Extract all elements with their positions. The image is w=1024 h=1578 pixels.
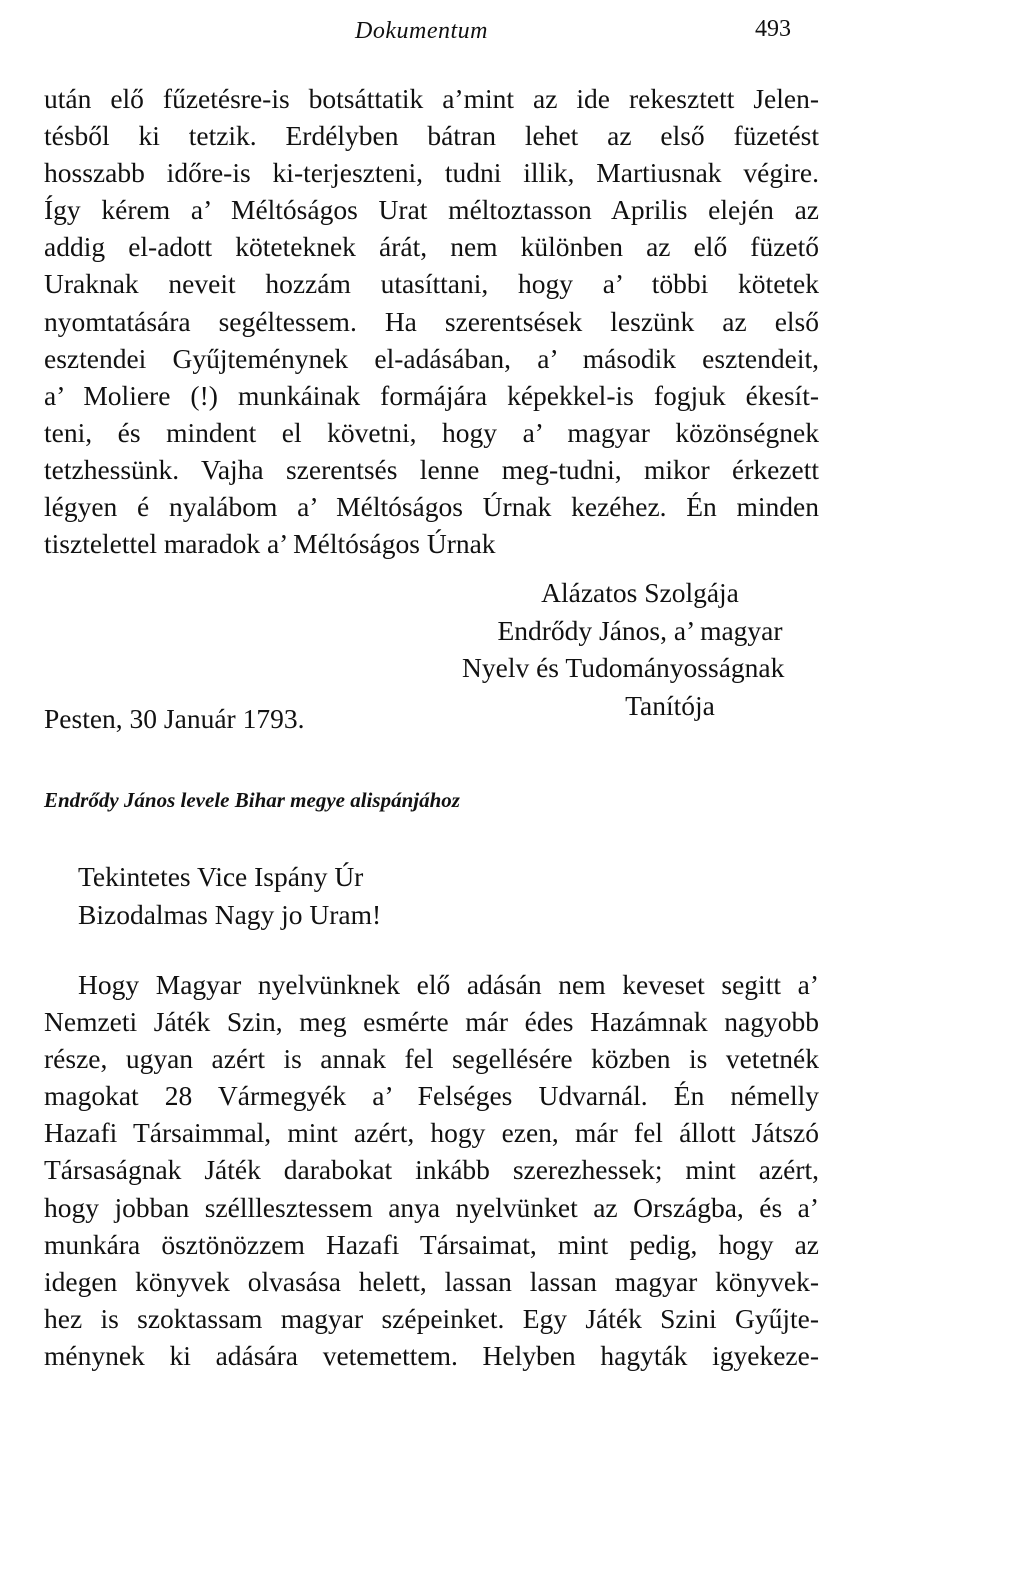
salutation-line: Bizodalmas Nagy jo Uram! [78,898,382,930]
text-line: Nemzeti Játék Szin, meg esmérte már édes Hazámnak nagyobb [44,1006,819,1038]
running-title: Dokumentum [355,18,488,44]
signature-line: Alázatos Szolgája [541,577,739,608]
text-line: munkára ösztönözzem Hazafi Társaimat, mint pedig, hogy az [44,1228,819,1260]
salutation-line: Tekintetes Vice Ispány Úr [78,861,364,892]
section-title: Endrődy János levele Bihar megye alispánjához [44,788,460,812]
signature-block [460,574,820,724]
text-line: addig el-adott köteteknek árát, nem különben az elő füzető [44,231,819,263]
text-line: a’ Moliere (!) munkáinak formájára képekkel-is fogjuk ékesít- [44,379,819,411]
page-number: 493 [755,16,791,42]
text-line: hosszabb időre-is ki-terjeszteni, tudni illik, Martiusnak végire. [44,157,819,189]
text-line: tésből ki tetzik. Erdélyben bátran lehet az első füzetést [44,120,819,152]
text-line: nyomtatására segéltessem. Ha szerentsések leszünk az első [44,305,819,337]
text-line: teni, és mindent el követni, hogy a’ magyar közönségnek [44,416,819,448]
text-line: része, ugyan azért is annak fel segellésére közben is vetetnék [44,1043,819,1075]
text-line: magokat 28 Vármegyék a’ Felséges Udvarnál. Én némelly [44,1080,819,1112]
text-line: Társaságnak Játék darabokat inkább szerezhessek; mint azért, [44,1154,819,1186]
signature-line: Endrődy János, a’ magyar [497,614,783,646]
text-line: ménynek ki adására vetemettem. Helyben hagyták igyekeze- [44,1339,819,1371]
text-line: hez is szoktassam magyar szépeinket. Egy Játék Szini Gyűjte- [44,1302,819,1334]
text-line: esztendei Gyűjteménynek el-adásában, a’ második esztendeit, [44,342,819,374]
letter-paragraph-2 [44,966,819,1374]
text-line: légyen é nyalábom a’ Méltóságos Úrnak kezéhez. Én minden [44,491,819,523]
salutation [78,858,381,933]
text-line: Uraknak neveit hozzám utasíttani, hogy a’ többi kötetek [44,268,819,300]
text-line: Hogy Magyar nyelvünknek elő adásán nem keveset segitt a’ [78,969,819,1000]
running-head [0,16,1024,50]
text-line: idegen könyvek olvasása helett, lassan lassan magyar könyvek- [44,1265,819,1297]
letter-paragraph-1 [44,80,819,562]
text-line: Hazafi Társaimmal, mint azért, hogy ezen, már fel állott Játszó [44,1117,819,1149]
text-line: tetzhessünk. Vajha szerentsés lenne meg-tudni, mikor érkezett [44,453,819,485]
text-line: hogy jobban szélllesztessem anya nyelvünket az Országba, és a’ [44,1191,819,1223]
text-line: tisztelettel maradok a’ Méltóságos Úrnak [44,528,496,560]
signature-line: Tanítója [625,689,715,721]
signature-line: Nyelv és Tudományosságnak [462,652,785,683]
text-line: után elő fűzetésre-is botsáttatik a’mint az ide rekesztett Jelen- [44,83,819,114]
text-line: Így kérem a’ Méltóságos Urat méltoztasson Aprilis elején az [44,194,819,226]
dateline: Pesten, 30 Január 1793. [44,703,305,734]
